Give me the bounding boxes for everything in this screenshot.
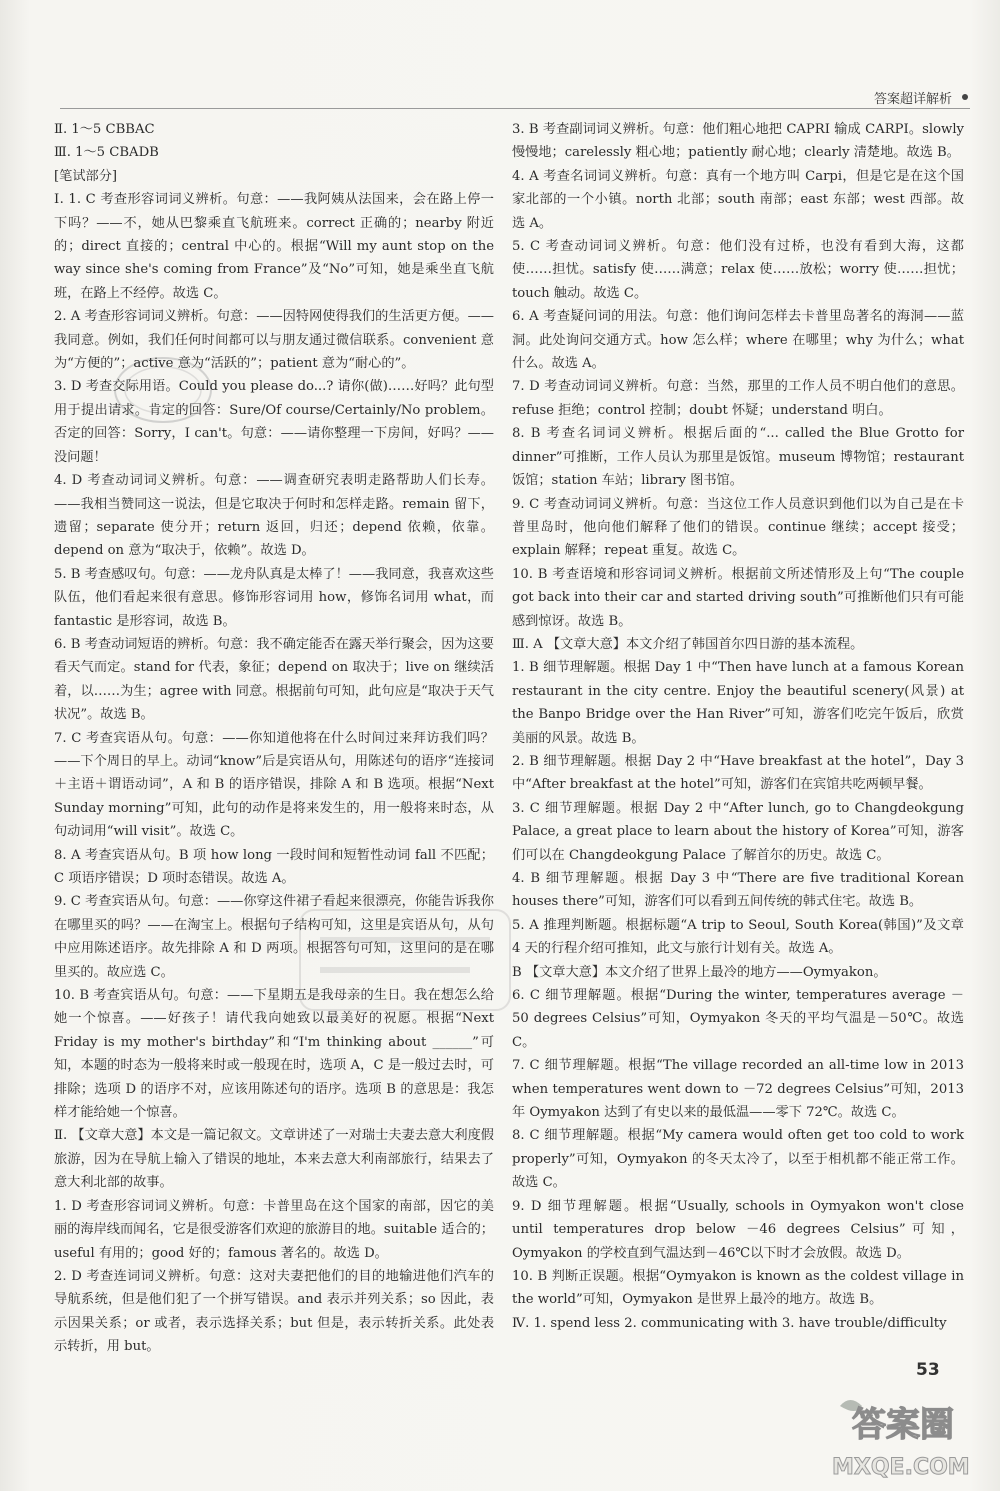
- answer-item: 6. A 考查疑问词的用法。句意：他们询问怎样去卡普里岛著名的海洞——蓝洞。此处询问交通方式。how 怎么样；where 在哪里；why 为什么；what 什么。故选 A。: [512, 309, 964, 372]
- site-logo-icon: [822, 1388, 992, 1483]
- header-title: 答案超详解析: [873, 92, 952, 107]
- article-summary: Ⅲ. A 【文章大意】本文介绍了韩国首尔四日游的基本流程。: [512, 636, 864, 652]
- answer-item: 2. B 细节理解题。根据 Day 2 中“Have breakfast at the hotel”，Day 3 中“After breakfast at the hotel”可知，游客们在宾馆共吃两顿早餐。: [512, 753, 964, 793]
- logo-url: MXQE.COM: [832, 1455, 970, 1480]
- answer-item: 8. A 考查宾语从句。B 项 how long 一段时间和短暂性动词 fall 不匹配；C 项语序错误；D 项时态错误。故选 A。: [54, 847, 494, 886]
- answer-item: 5. A 推理判断题。根据标题“A trip to Seoul, South Korea(韩国)”及文章 4 天的行程介绍可推知，此文与旅行计划有关。故选 A。: [512, 917, 964, 957]
- left-column: [54, 118, 494, 1359]
- answer-item: 2. A 考查形容词词义辨析。句意：——因特网使得我们的生活更方便。——我同意。例如，我们任何时间都可以与朋友通过微信联系。convenient 意为“方便的”；active 意为“活跃的”；patient 意为“耐心的”。: [54, 309, 494, 372]
- answer-item: 9. C 考查动词词义辨析。句意：当这位工作人员意识到他们以为自己是在卡普里岛时，他向他们解释了他们的错误。continue 继续；accept 接受；explain 解释；repeat 重复。故选 C。: [512, 496, 964, 559]
- answer-item: 3. D 考查交际用语。Could you please do...? 请你(做)……好吗？此句型用于提出请求。肯定的回答：Sure/Of course/Certainly/No problem。否定的回答：Sorry，I can't。句意：——请你整理一下房间，好吗？——没问题！: [54, 379, 494, 465]
- answer-item: 7. C 细节理解题。根据“The village recorded an all-time low in 2013 when temperatures went down to －72 degrees Celsius”可知，2013 年 Oymyakon 达到了有史以来的最低温——零下 72℃。故选 C。: [512, 1058, 964, 1121]
- section-heading: [笔试部分]: [54, 168, 118, 184]
- answer-item: 10. B 判断正误题。根据“Oymyakon is known as the coldest village in the world”可知，Oymyakon 是世界上最冷的地方。故选 B。: [512, 1268, 964, 1308]
- answer-item: 3. C 细节理解题。根据 Day 2 中“After lunch, go to Changdeokgung Palace, a great place to learn about the history of Korea”可知，游客们可以在 Changdeokgung Palace 了解首尔的历史。故选 C。: [512, 800, 964, 863]
- answer-item: 6. C 细节理解题。根据“During the winter, temperatures average －50 degrees Celsius”可知，Oymyakon 冬天的平均气温是－50℃。故选 C。: [512, 988, 964, 1050]
- answer-item: 5. C 考查动词词义辨析。句意：他们没有过桥，也没有看到大海，这都使……担忧。satisfy 使……满意；relax 使……放松；worry 使……担忧；touch 触动。故选 C。: [512, 239, 964, 301]
- answer-line: Ⅲ. 1～5 CBADB: [54, 145, 159, 161]
- answer-item: 4. A 考查名词词义辨析。句意：真有一个地方叫 Carpi，但是它是在这个国家北部的一个小镇。north 北部；south 南部；east 东部；west 西部。故选 A。: [512, 168, 964, 231]
- answer-item: 9. D 细节理解题。根据“Usually, schools in Oymyakon won't close until temperatures drop below －46 degrees Celsius”可知，Oymyakon 的学校直到气温达到－46℃以下时才会放假。故选 D。: [512, 1198, 964, 1261]
- answer-item: 2. D 考查连词词义辨析。句意：这对夫妻把他们的目的地输进他们汽车的导航系统，但是他们犯了一个拼写错误。and 表示并列关系；so 因此，表示因果关系；or 或者，表示选择关系；but 但是，表示转折关系。此处表示转折，用 but。: [54, 1268, 494, 1355]
- answer-item: 4. B 细节理解题。根据 Day 3 中“There are five traditional Korean houses there”可知，游客们可以看到五间传统的韩式住宅。故选 B。: [512, 871, 964, 910]
- answer-item: 10. B 考查语境和形容词词义辨析。根据前文所述情形及上句“The couple got back into their car and started driving south”可推断他们只有可能感到惊讶。故选 B。: [512, 566, 964, 629]
- answer-item: 10. B 考查宾语从句。句意：——下星期五是我母亲的生日。我在想怎么给她一个惊喜。——好孩子！请代我向她致以最美好的祝愿。根据“Next Friday is my mother's birthday”和“I'm thinking about ______”可知，本题的时态为一般将来时或一般现在时，选项 A，C 是一般过去时，可排除；选项 D 的语序不对，应该用陈述句的语序。选项 B 的意思是：我怎样才能给她一个惊喜。: [54, 988, 494, 1121]
- answer-item: 5. B 考查感叹句。句意：——龙舟队真是太棒了！——我同意，我喜欢这些队伍，他们看起来很有意思。修饰形容词用 how，修饰名词用 what，而 fantastic 是形容词，故选 B。: [54, 566, 494, 629]
- answer-item: 7. D 考查动词词义辨析。句意：当然，那里的工作人员不明白他们的意思。refuse 拒绝；control 控制；doubt 怀疑；understand 明白。: [512, 379, 964, 418]
- answer-item: 1. D 考查形容词词义辨析。句意：卡普里岛在这个国家的南部，因它的美丽的海岸线而闻名，它是很受游客们欢迎的旅游目的地。suitable 适合的；useful 有用的；good 好的；famous 著名的。故选 D。: [54, 1198, 494, 1261]
- page-number: 53: [916, 1360, 940, 1380]
- page-header: [60, 86, 970, 109]
- answer-item: 8. C 细节理解题。根据“My camera would often get too cold to work properly”可知，Oymyakon 的冬天太冷了，以至于相机都不能正常工作。故选 C。: [512, 1128, 964, 1191]
- article-summary: Ⅱ. 【文章大意】本文是一篇记叙文。文章讲述了一对瑞士夫妻去意大利度假旅游，因为在导航上输入了错误的地址，本来去意大利南部旅行，结果去了意大利北部的故事。: [54, 1128, 494, 1191]
- answer-item: Ⅳ. 1. spend less 2. communicating with 3. have trouble/difficulty: [512, 1315, 947, 1331]
- answer-item: 1. B 细节理解题。根据 Day 1 中“Then have lunch at a famous Korean restaurant in the city centre. Enjoy the beautiful scenery(风景) at the Banpo Bridge over the Han River”可知，游客们吃完午饭后，欣赏美丽的风景。故选 B。: [512, 660, 964, 746]
- answer-item: 6. B 考查动词短语的辨析。句意：我不确定能否在露天举行聚会，因为这要看天气而定。stand for 代表，象征；depend on 取决于；live on 继续活着，以……为生；agree with 同意。根据前句可知，此句应是“取决于天气状况”。故选 B。: [54, 636, 494, 723]
- answer-line: Ⅱ. 1～5 CBBAC: [54, 122, 155, 137]
- answer-item: 9. C 考查宾语从句。句意：——你穿这件裙子看起来很漂亮，你能告诉我你在哪里买的吗？——在淘宝上。根据句子结构可知，这里是宾语从句，从句中应用陈述语序。故先排除 A 和 D 两项。根据答句可知，这里问的是在哪里买的。故应选 C。: [54, 894, 494, 980]
- right-column: [512, 118, 964, 1335]
- answer-item: Ⅰ. 1. C 考查形容词词义辨析。句意：——我阿姨从法国来，会在路上停一下吗？——不，她从巴黎乘直飞航班来。correct 正确的；nearby 附近的；direct 直接的；central 中心的。根据“Will my aunt stop on the way since she's coming from France”及“No”可知，她是乘坐直飞航班，在路上不经停。故选 C。: [54, 192, 494, 301]
- answer-item: 3. B 考查副词词义辨析。句意：他们粗心地把 CAPRI 输成 CARPI。slowly 慢慢地；carelessly 粗心地；patiently 耐心地；clearly 清楚地。故选 B。: [512, 122, 964, 161]
- header-dot-icon: [962, 94, 968, 100]
- answer-item: 8. B 考查名词词义辨析。根据后面的“... called the Blue Grotto for dinner”可推断，工作人员认为那里是饭馆。museum 博物馆；restaurant 饭馆；station 车站；library 图书馆。: [512, 426, 964, 489]
- article-summary: B 【文章大意】本文介绍了世界上最冷的地方——Oymyakon。: [512, 964, 887, 980]
- logo-text: 答案圈: [852, 1405, 954, 1445]
- answer-item: 7. C 考查宾语从句。句意：——你知道他将在什么时间过来拜访我们吗？——下个周日的早上。动词“know”后是宾语从句，用陈述句的语序“连接词＋主语＋谓语动词”，A 和 B 的语序错误，排除 A 和 B 选项。根据“Next Sunday morning”可知，此句的动作是将来发生的，用一般将来时态，从句动词用“will visit”。故选 C。: [54, 730, 494, 840]
- answer-item: 4. D 考查动词词义辨析。句意：——调查研究表明走路帮助人们长寿。——我相当赞同这一说法，但是它取决于何时和怎样走路。remain 留下，遗留；separate 使分开；return 返回，归还；depend 依赖，依靠。depend on 意为“取决于，依赖”。故选 D。: [54, 473, 494, 559]
